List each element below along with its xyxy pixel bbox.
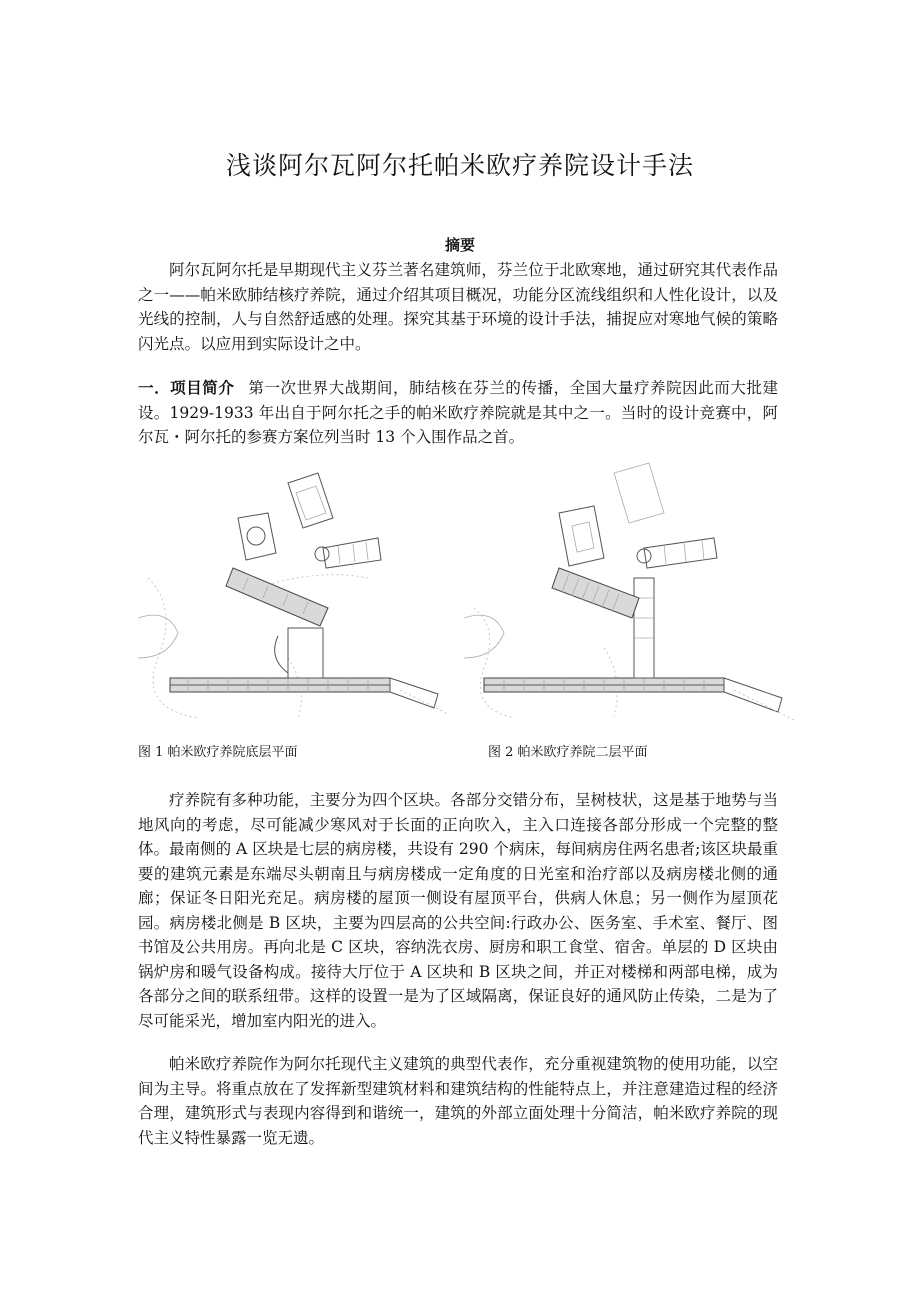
page-title: 浅谈阿尔瓦阿尔托帕米欧疗养院设计手法 — [225, 151, 694, 180]
abstract-heading: 摘要 — [444, 236, 475, 254]
body-paragraph-2: 帕米欧疗养院作为阿尔托现代主义建筑的典型代表作，充分重视建筑物的使用功能，以空间为主导。将重点放在了发挥新型建筑材料和建筑结构的性能特点上，并注意建造过程的经济合理，建筑形式与表现内容得到和谐统一，建筑的外部立面处理十分简洁，帕米欧疗养院的现代主义特性暴露一览无遗。 — [138, 1055, 778, 1147]
figure-2-caption: 图 2 帕米欧疗养院二层平面 — [488, 745, 648, 760]
section-1-text: 第一次世界大战期间，肺结核在芬兰的传播，全国大量疗养院因此而大批建设。1929-1933 年出自于阿尔托之手的帕米欧疗养院就是其中之一。当时的设计竞赛中，阿尔瓦・阿尔托的参赛方案位列当时 13 个入围作品之首。 — [138, 379, 778, 446]
abstract-text: 阿尔瓦阿尔托是早期现代主义芬兰著名建筑师，芬兰位于北欧寒地，通过研究其代表作品之一——帕米欧肺结核疗养院，通过介绍其项目概况，功能分区流线组织和人性化设计，以及光线的控制，人与自然舒适感的处理。探究其基于环境的设计手法，捕捉应对寒地气候的策略闪光点。以应用到实际设计之中。 — [138, 261, 778, 353]
body-paragraph-1: 疗养院有多种功能，主要分为四个区块。各部分交错分布，呈树枝状，这是基于地势与当地风向的考虑，尽可能减少寒风对于长面的正向吹入，主入口连接各部分形成一个完整的整体。最南侧的 A 区块是七层的病房楼，共设有 290 个病床，每间病房住两名患者;该区块最重要的建筑元素是东端尽头朝南且与病房楼成一定角度的日光室和治疗部以及病房楼北侧的通廊；保证冬日阳光充足。病房楼的屋顶一侧设有屋顶平台，供病人休息；另一侧作为屋顶花园。病房楼北侧是 B 区块，主要为四层高的公共空间:行政办公、医务室、手术室、餐厅、图书馆及公共用房。再向北是 C 区块，容纳洗衣房、厨房和职工食堂、宿舍。单层的 D 区块由锅炉房和暖气设备构成。接待大厅位于 A 区块和 B 区块之间，并正对楼梯和两部电梯，成为各部分之间的联系纽带。这样的设置一是为了区域隔离，保证良好的通风防止传染，二是为了尽可能采光，增加室内阳光的进入。 — [138, 791, 778, 1030]
floor-plan-second-icon — [464, 458, 809, 734]
figure-1-floor-plan — [138, 458, 483, 734]
section-1-paragraph — [138, 376, 778, 450]
figure-1-caption: 图 1 帕米欧疗养院底层平面 — [138, 745, 298, 760]
floor-plan-ground-icon — [138, 458, 483, 734]
section-1-heading: 一．项目简介 — [138, 378, 235, 397]
figure-2-floor-plan — [464, 458, 809, 734]
